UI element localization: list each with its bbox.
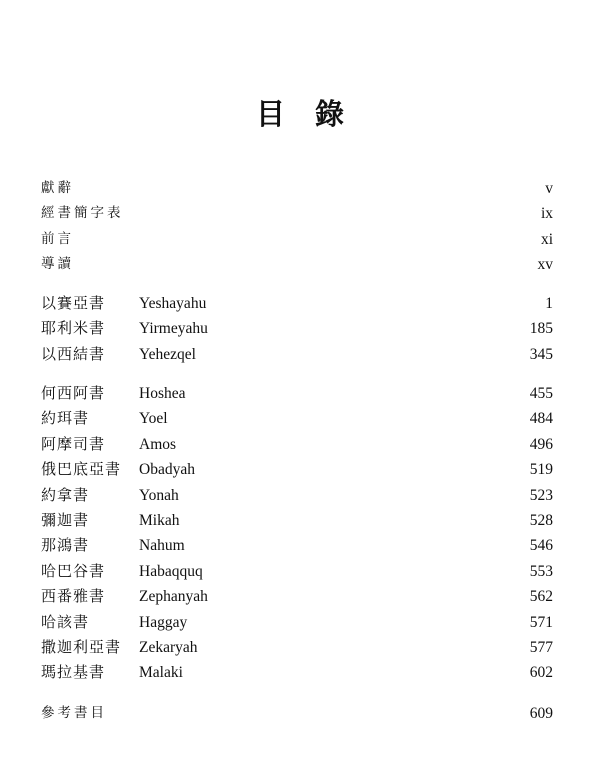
entry-title-en: Yonah xyxy=(139,486,179,504)
entry-page: 455 xyxy=(529,385,553,402)
toc-entry[interactable] xyxy=(41,610,553,635)
entry-title: 獻辭 xyxy=(41,180,74,196)
entry-page: xi xyxy=(540,230,553,248)
entry-title-en: Hoshea xyxy=(139,385,186,402)
entry-title-cn: 耶利米書 xyxy=(41,319,106,338)
entry-page: 602 xyxy=(529,664,553,682)
entry-page: ix xyxy=(540,205,553,223)
major-prophets-list xyxy=(41,291,553,367)
entry-title-en: Habaqquq xyxy=(139,562,203,580)
toc-entry[interactable] xyxy=(41,533,553,558)
entry-title-en: Zekaryah xyxy=(139,638,198,656)
entry-page: 484 xyxy=(529,410,553,428)
toc-entry-abbreviations[interactable] xyxy=(41,201,553,226)
toc-entry-preface[interactable] xyxy=(41,227,553,252)
toc-entry[interactable] xyxy=(41,483,553,508)
entry-page: 519 xyxy=(529,461,553,479)
entry-page: xv xyxy=(537,256,553,274)
entry-page: 609 xyxy=(529,705,553,722)
entry-title-cn: 撒迦利亞書 xyxy=(41,637,122,656)
entry-title: 導讀 xyxy=(41,256,74,273)
toc-entry[interactable] xyxy=(41,660,553,685)
entry-page: 496 xyxy=(529,435,553,453)
entry-title-en: Yirmeyahu xyxy=(139,320,208,338)
entry-title-cn: 哈該書 xyxy=(41,612,90,631)
entry-title-cn: 以西結書 xyxy=(41,344,106,363)
entry-title: 經書簡字表 xyxy=(41,205,124,222)
front-matter-list xyxy=(41,176,553,278)
entry-page: 571 xyxy=(529,613,553,631)
entry-title-cn: 何西阿書 xyxy=(41,384,106,402)
toc-entry[interactable] xyxy=(41,316,553,341)
entry-title-en: Yoel xyxy=(139,410,168,428)
toc-entry-dedication[interactable] xyxy=(41,176,553,201)
entry-page: 1 xyxy=(545,295,553,312)
entry-page: v xyxy=(545,180,553,197)
entry-page: 345 xyxy=(529,345,553,363)
entry-page: 528 xyxy=(529,511,553,529)
entry-title-cn: 西番雅書 xyxy=(41,587,106,606)
toc-entry-introduction[interactable] xyxy=(41,252,553,277)
toc-entry-bibliography[interactable] xyxy=(41,701,553,726)
entry-title-en: Haggay xyxy=(139,613,188,631)
back-matter-list xyxy=(41,701,553,726)
entry-title-cn: 以賽亞書 xyxy=(41,294,106,312)
entry-title-cn: 俄巴底亞書 xyxy=(41,460,122,479)
toc-entry[interactable] xyxy=(41,508,553,533)
entry-page: 523 xyxy=(529,486,553,504)
entry-title-en: Yehezqel xyxy=(139,345,196,363)
toc-entry[interactable] xyxy=(41,584,553,609)
page-title xyxy=(0,92,600,133)
entry-title-en: Amos xyxy=(139,435,177,453)
title-char-right: 錄 xyxy=(315,97,345,131)
entry-title-en: Malaki xyxy=(139,664,183,682)
entry-page: 553 xyxy=(529,562,553,580)
toc-entry[interactable] xyxy=(41,457,553,482)
entry-title-en: Zephanyah xyxy=(139,588,208,606)
entry-page: 185 xyxy=(529,320,553,338)
entry-title-en: Nahum xyxy=(139,537,185,555)
toc-entry[interactable] xyxy=(41,432,553,457)
entry-title-cn: 約拿書 xyxy=(41,485,90,504)
toc-entry[interactable] xyxy=(41,381,553,406)
entry-title-cn: 約珥書 xyxy=(41,409,90,428)
entry-title-en: Mikah xyxy=(139,511,180,529)
entry-title-cn: 阿摩司書 xyxy=(41,434,106,453)
toc-entry[interactable] xyxy=(41,342,553,367)
entry-title: 參考書目 xyxy=(41,705,107,721)
entry-title-en: Obadyah xyxy=(139,461,195,479)
minor-prophets-list xyxy=(41,381,553,686)
entry-title-en: Yeshayahu xyxy=(139,295,207,312)
toc-entry[interactable] xyxy=(41,406,553,431)
entry-title-cn: 瑪拉基書 xyxy=(41,663,106,682)
entry-page: 546 xyxy=(529,537,553,555)
entry-title-cn: 哈巴谷書 xyxy=(41,561,106,580)
toc-entry[interactable] xyxy=(41,559,553,584)
entry-title: 前言 xyxy=(41,230,74,247)
toc-entry[interactable] xyxy=(41,291,553,316)
entry-title-cn: 那鴻書 xyxy=(41,536,90,555)
toc-entry[interactable] xyxy=(41,635,553,660)
entry-page: 562 xyxy=(529,588,553,606)
entry-page: 577 xyxy=(529,638,553,656)
entry-title-cn: 彌迦書 xyxy=(41,510,90,529)
title-char-left: 目 xyxy=(255,97,285,131)
